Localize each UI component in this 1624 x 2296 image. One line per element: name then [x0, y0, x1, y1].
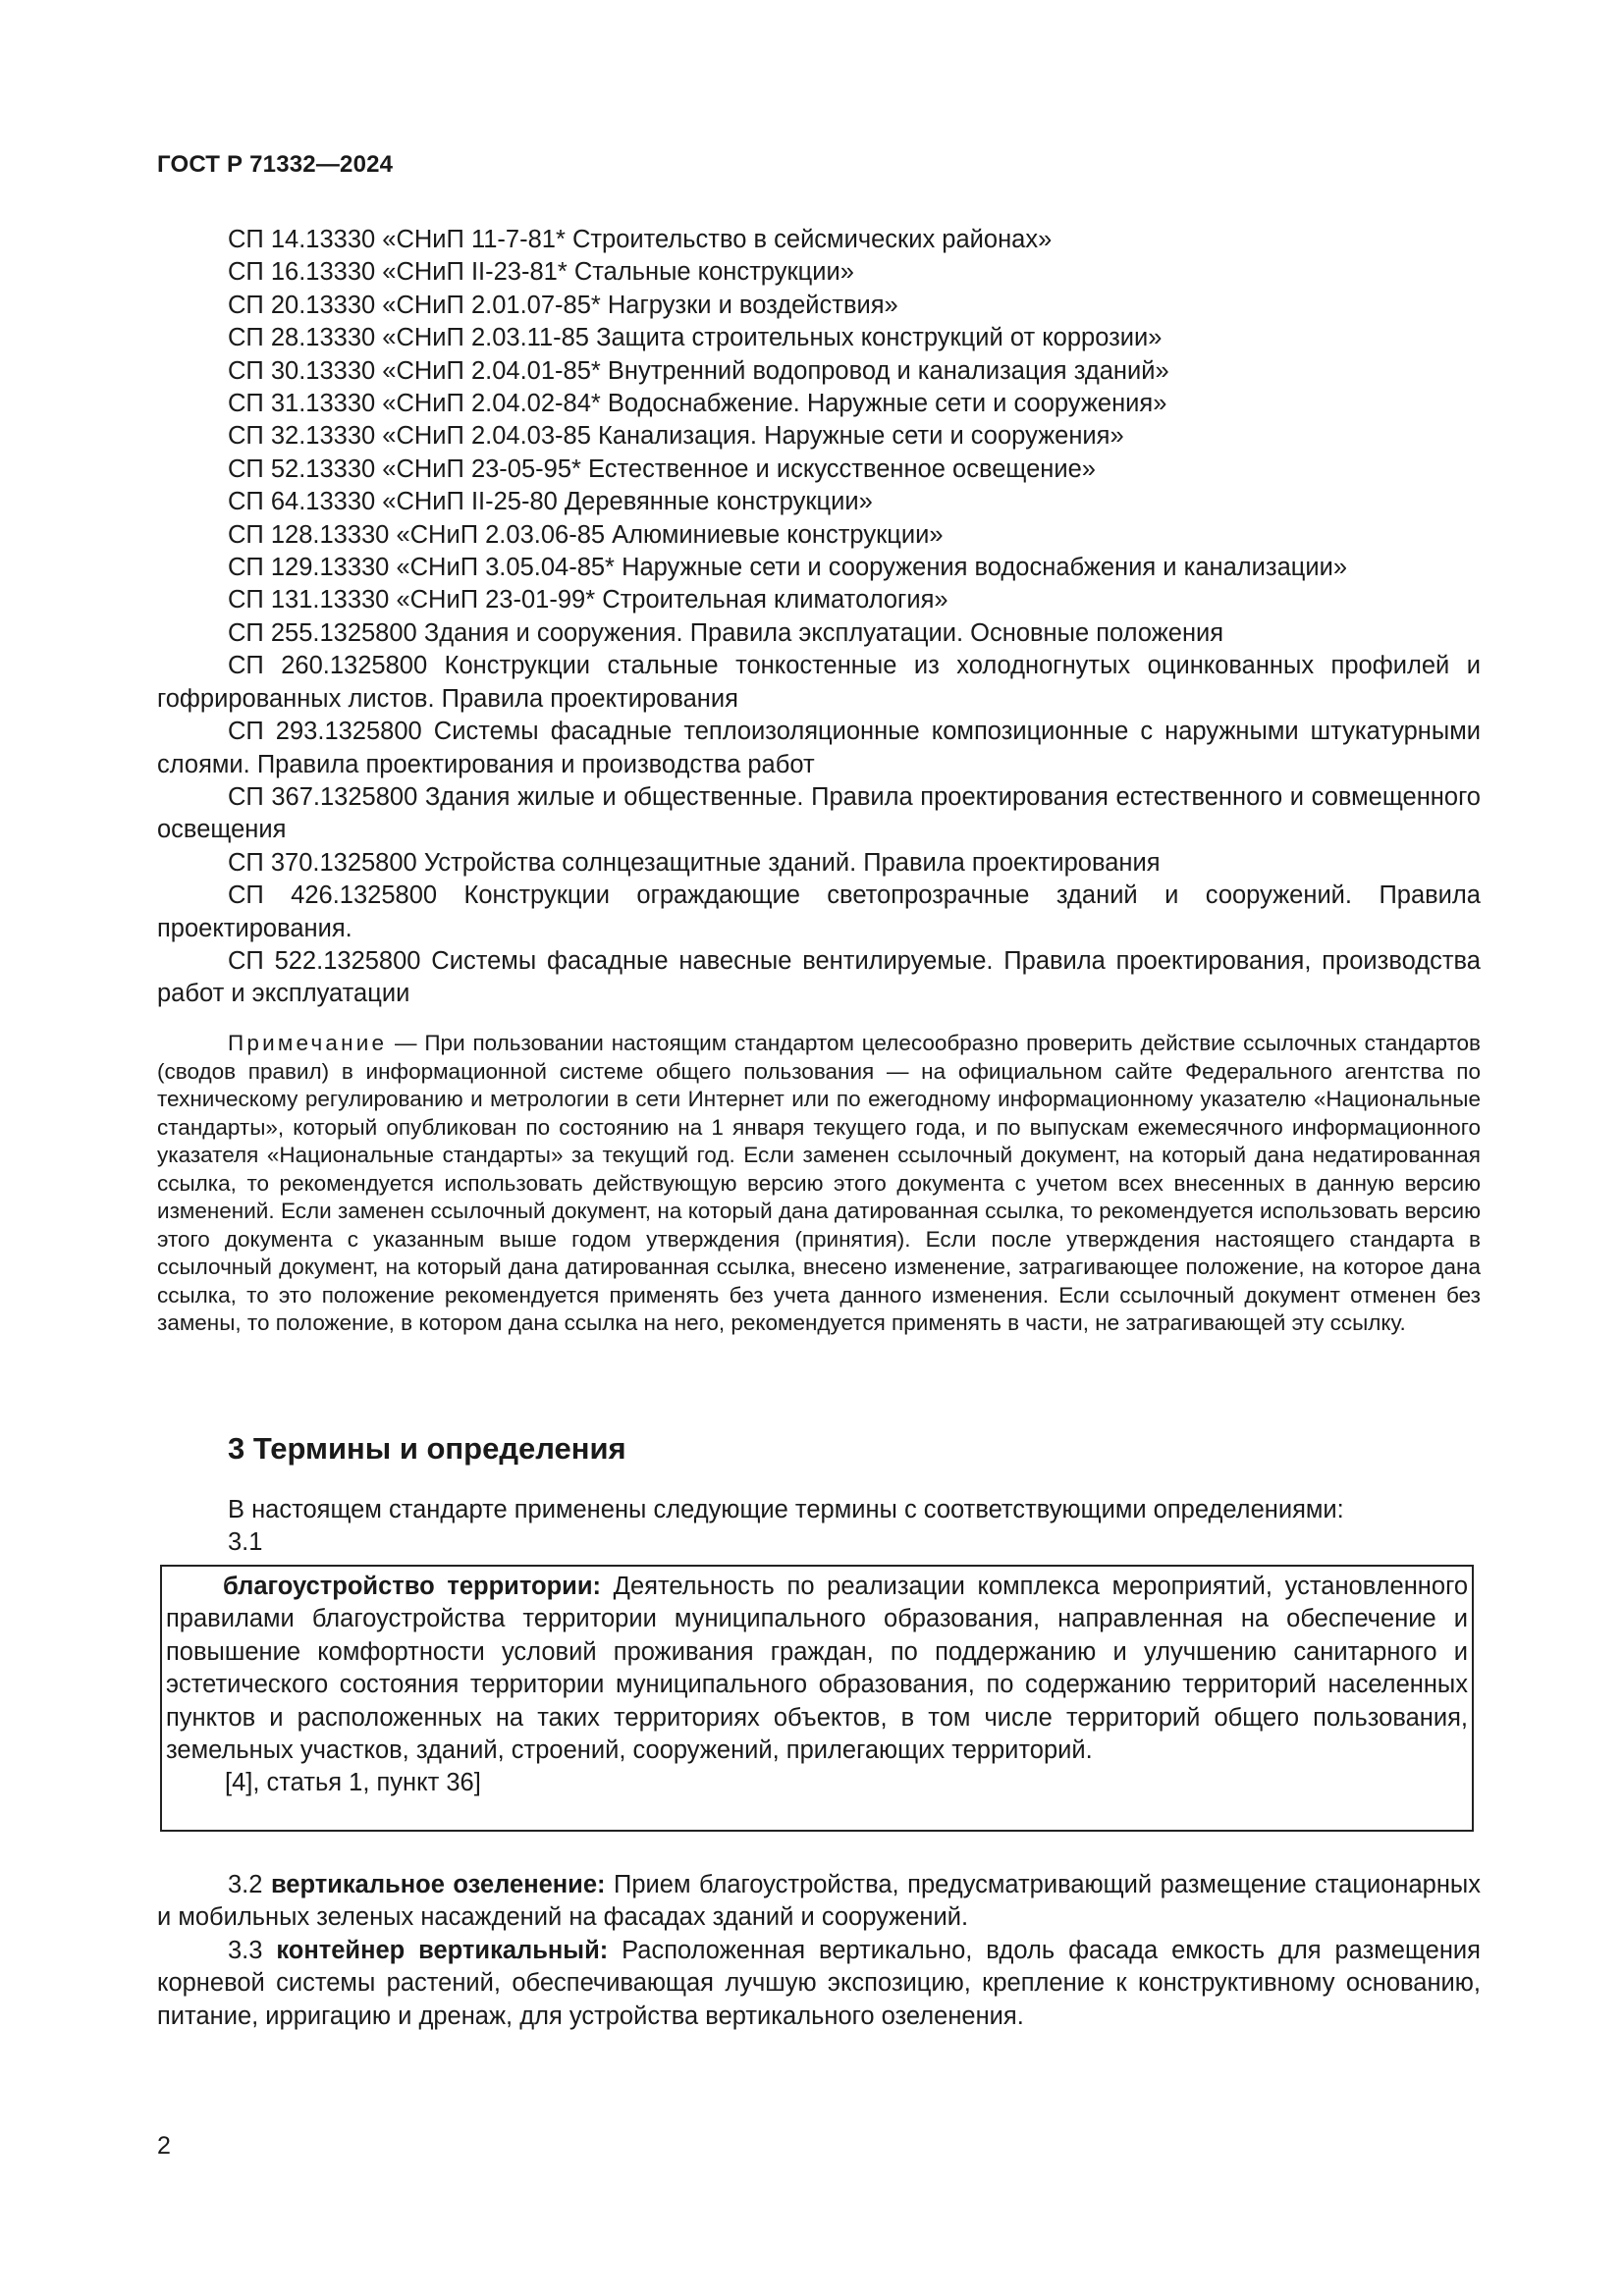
reference-item: СП 367.1325800 Здания жилые и общественные. Правила проектирования естественного и совмещенного освещения: [157, 782, 1481, 844]
reference-item: СП 426.1325800 Конструкции ограждающие светопрозрачные зданий и сооружений. Правила проектирования.: [157, 881, 1481, 942]
reference-item: СП 30.13330 «СНиП 2.04.01-85* Внутренний водопровод и канализация зданий»: [228, 356, 1169, 385]
reference-item: СП 32.13330 «СНиП 2.04.03-85 Канализация. Наружные сети и сооружения»: [228, 422, 1124, 451]
reference-item: СП 128.13330 «СНиП 2.03.06-85 Алюминиевые конструкции»: [228, 520, 944, 549]
term-name: вертикальное озеленение:: [270, 1871, 606, 1898]
term-name: контейнер вертикальный:: [276, 1936, 609, 1964]
section-title: 3 Термины и определения: [228, 1431, 626, 1466]
reference-item: СП 260.1325800 Конструкции стальные тонкостенные из холодногнутых оцинкованных профилей и гофрированных листов. Правила проектирования: [157, 652, 1481, 713]
page-number: 2: [157, 2132, 171, 2160]
reference-item: СП 14.13330 «СНиП 11-7-81* Строительство в сейсмических районах»: [228, 226, 1053, 253]
reference-item: СП 20.13330 «СНиП 2.01.07-85* Нагрузки и воздействия»: [228, 291, 898, 319]
reference-item: СП 131.13330 «СНиП 23-01-99* Строительная климатология»: [228, 586, 948, 614]
term-definition-box: [160, 1565, 1474, 1832]
reference-item: СП 64.13330 «СНиП II-25-80 Деревянные конструкции»: [228, 488, 873, 516]
section-intro: [157, 1494, 1481, 1560]
term-text: Деятельность по реализации комплекса мероприятий, установленного правилами благоустройства территории муниципального образования, направленная на обеспечение и повышение комфортности условий проживания граждан, по поддержанию и улучшению санитарного и эстетического состояния территории муниципального образования, по содержанию территорий населенных пунктов и расположенных на таких территориях объектов, в том числе территорий общего пользования, земельных участков, зданий, строений, сооружений, прилегающих территорий.: [166, 1573, 1468, 1765]
term-number: 3.1: [228, 1528, 263, 1557]
note-label: Примечание: [228, 1031, 388, 1055]
term-text: Расположенная вертикально, вдоль фасада емкость для размещения корневой системы растений, обеспечивающая лучшую экспозицию, крепление к конструктивному основанию, питание, ирригацию и дренаж, для устройства вертикального озеленения.: [157, 1936, 1481, 2030]
reference-item: СП 31.13330 «СНиП 2.04.02-84* Водоснабжение. Наружные сети и сооружения»: [228, 390, 1167, 418]
reference-item: СП 52.13330 «СНиП 23-05-95* Естественное и искусственное освещение»: [228, 454, 1096, 483]
terms-list: [157, 1869, 1481, 2033]
term-number: 3.2: [228, 1871, 271, 1898]
term-definition: [166, 1571, 1468, 1767]
document-number: ГОСТ Р 71332—2024: [157, 151, 394, 178]
term-definition: [157, 1869, 1481, 1935]
term-name: благоустройство территории:: [223, 1573, 601, 1600]
reference-item: СП 16.13330 «СНиП II-23-81* Стальные конструкции»: [228, 258, 854, 287]
reference-item: СП 293.1325800 Системы фасадные теплоизоляционные композиционные с наружными штукатурными слоями. Правила проектирования и производства работ: [157, 718, 1481, 778]
reference-list: [157, 224, 1481, 1011]
reference-item: СП 255.1325800 Здания и сооружения. Правила эксплуатации. Основные положения: [228, 618, 1224, 647]
term-number: 3.3: [228, 1936, 277, 1964]
reference-item: СП 370.1325800 Устройства солнцезащитные зданий. Правила проектирования: [228, 848, 1161, 877]
reference-item: СП 522.1325800 Системы фасадные навесные вентилируемые. Правила проектирования, производства работ и эксплуатации: [157, 946, 1481, 1008]
reference-item: СП 28.13330 «СНиП 2.03.11-85 Защита строительных конструкций от коррозии»: [228, 324, 1163, 352]
intro-text: В настоящем стандарте применены следующие термины с соответствующими определениями:: [228, 1496, 1344, 1523]
term-text: Прием благоустройства, предусматривающий размещение стационарных и мобильных зеленых насаждений на фасадах зданий и сооружений.: [157, 1871, 1481, 1932]
note-text: — При пользовании настоящим стандартом целесообразно проверить действие ссылочных стандартов (сводов правил) в информационной системе общего пользования — на официальном сайте Федерального агентства по техническому регулированию и метрологии в сети Интернет или по ежегодному информационному указателю «Национальные стандарты», который опубликован по состоянию на 1 января текущего года, и по выпускам ежемесячного информационного указателя «Национальные стандарты» за текущий год. Если заменен ссылочный документ, на который дана недатированная ссылка, то рекомендуется использовать действующую версию этого документа с учетом всех внесенных в данную версию изменений. Если заменен ссылочный документ, на который дана датированная ссылка, то рекомендуется использовать версию этого документа с указанным выше годом утверждения (принятия). Если после утверждения настоящего стандарта в ссылочный документ, на который дана датированная ссылка, внесено изменение, затрагивающее положение, на которое дана ссылка, то это положение рекомендуется применять без учета данного изменения. Если ссылочный документ отменен без замены, то положение, в котором дана ссылка на него, рекомендуется применять в части, не затрагивающей эту ссылку.: [157, 1031, 1481, 1335]
reference-item: СП 129.13330 «СНиП 3.05.04-85* Наружные сети и сооружения водоснабжения и канализации»: [228, 554, 1348, 582]
references-note: [157, 1030, 1481, 1338]
term-definition: [157, 1935, 1481, 2033]
term-source: [4], статья 1, пункт 36]: [225, 1769, 481, 1797]
